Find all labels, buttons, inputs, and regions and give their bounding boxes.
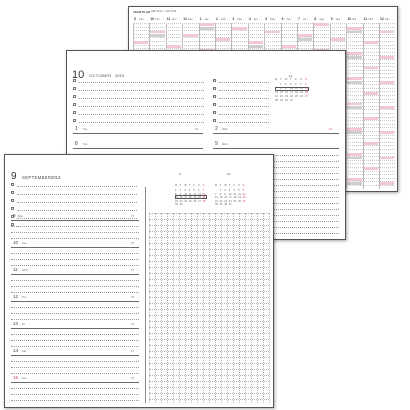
- date-cell: 26: [193, 199, 197, 203]
- day-rule: [11, 301, 139, 302]
- month-header: 9: [330, 17, 333, 21]
- task-checkbox[interactable]: [73, 95, 76, 98]
- month-name: May: [270, 17, 276, 21]
- date-cell: 15: [219, 196, 223, 200]
- date-cell: 4: [188, 189, 191, 192]
- date-cell: 26: [238, 199, 241, 203]
- week-number: 41: [195, 128, 198, 131]
- grid-row: [149, 309, 269, 310]
- month-header: 1: [199, 17, 202, 21]
- task-line: [219, 90, 269, 91]
- grid-row: [149, 399, 269, 400]
- weekday-label: W: [285, 78, 288, 81]
- note-line: [11, 280, 139, 281]
- date-cell: 12: [238, 192, 241, 196]
- task-checkbox[interactable]: [73, 119, 76, 122]
- weekday-label: S: [238, 184, 240, 187]
- grid-row: [149, 321, 269, 322]
- month-name: Sep: [335, 17, 341, 21]
- date-cell: 3: [228, 189, 231, 192]
- date-cell: 25: [295, 95, 298, 98]
- date-cell: 28: [215, 203, 218, 207]
- date-cell: 13: [198, 192, 201, 196]
- date-cell: 5: [238, 189, 240, 192]
- day-number: 10: [13, 240, 19, 245]
- week-number: 37: [131, 377, 134, 380]
- week-number: 37: [131, 215, 134, 218]
- grid-column: [269, 213, 270, 403]
- date-cell: 23: [285, 95, 288, 98]
- month-name: Oct: [155, 17, 160, 21]
- date-cell: 9: [179, 192, 182, 196]
- grid-row: [149, 363, 269, 364]
- day-number: 9: [215, 141, 218, 147]
- year-plan-range: SEP 2013 - JAN 2014: [151, 10, 177, 13]
- grid-row: [149, 393, 269, 394]
- date-cell: 9: [224, 192, 226, 196]
- date-cell: 8: [175, 192, 177, 196]
- month-header: 10: [347, 17, 351, 21]
- date-cell: 5: [300, 83, 302, 86]
- date-cell: 11: [295, 87, 298, 90]
- date-cell: 25: [188, 199, 192, 203]
- day-weekday: Sun: [22, 377, 27, 380]
- date-cell: 10: [290, 87, 293, 90]
- date-cell: 29: [280, 99, 283, 102]
- task-line: [17, 210, 137, 211]
- month-header: 12: [183, 17, 187, 21]
- day-number: 14: [13, 348, 19, 353]
- date-cell: 14: [215, 196, 218, 200]
- date-cell: 7: [202, 189, 205, 192]
- grid-row: [149, 381, 269, 382]
- day-number: 9: [13, 213, 16, 218]
- month-name: Jul: [303, 17, 307, 21]
- date-cell: 28: [275, 99, 278, 102]
- weekday-label: T: [280, 78, 282, 81]
- note-line: [11, 253, 139, 254]
- date-cell: 29: [219, 203, 223, 207]
- month-name: SEPTEMBER: [22, 175, 52, 180]
- grid-row: [149, 369, 269, 370]
- day-weekday: Mon: [18, 215, 24, 218]
- week-number: 37: [131, 323, 134, 326]
- day-number: 15: [13, 375, 19, 380]
- weekday-label: T: [179, 184, 182, 187]
- task-line: [79, 122, 204, 123]
- month-name: Aug: [319, 17, 325, 21]
- date-cell: 11: [233, 192, 237, 196]
- task-checkbox[interactable]: [11, 191, 14, 194]
- date-cell: 23: [224, 199, 228, 203]
- month-name: Dec: [188, 17, 193, 21]
- day-number: 13: [13, 321, 19, 326]
- month-number: 10: [72, 69, 85, 81]
- date-cell: 13: [242, 192, 246, 196]
- month-name: OCTOBER: [89, 73, 112, 78]
- date-cell: 7: [215, 192, 217, 196]
- grid-row: [149, 351, 269, 352]
- month-header: 11: [363, 17, 368, 21]
- date-cell: 21: [202, 196, 206, 200]
- date-cell: 5: [193, 189, 195, 192]
- date-cell: 16: [179, 196, 183, 200]
- date-cell: 16: [224, 196, 228, 200]
- task-line: [219, 114, 269, 115]
- month-name: Apr: [253, 17, 258, 21]
- month-name: Mar: [237, 17, 242, 21]
- day-weekday: Wed: [222, 128, 228, 131]
- year-plan-title: YEAR PLAN: [133, 10, 151, 14]
- month-header: 3: [232, 17, 235, 21]
- note-line: [11, 373, 139, 374]
- note-line: [11, 286, 139, 287]
- month-header: 12: [380, 17, 384, 21]
- week-number: 41: [329, 128, 332, 131]
- task-line: [219, 106, 269, 107]
- grid-row: [149, 357, 269, 358]
- task-checkbox[interactable]: [11, 183, 14, 186]
- grid-row: [149, 267, 269, 268]
- task-checkbox[interactable]: [213, 95, 216, 98]
- mini-cal-label-right: 10: [227, 172, 231, 176]
- day-rule: [11, 355, 139, 356]
- task-line: [17, 186, 137, 187]
- date-cell: 17: [290, 91, 293, 94]
- day-rule: [11, 247, 139, 248]
- date-cell: 6: [242, 189, 245, 192]
- date-cell: 4: [295, 83, 297, 86]
- month-header: 11: [166, 17, 171, 21]
- september-page: [4, 154, 274, 408]
- grid-row: [149, 297, 269, 298]
- grid-row: [149, 303, 269, 304]
- date-cell: 18: [233, 196, 237, 200]
- day-weekday: Tue: [83, 128, 88, 131]
- date-cell: 24: [228, 199, 232, 203]
- month-header: 8: [314, 17, 317, 21]
- date-cell: 14: [275, 91, 278, 94]
- grid-row: [149, 291, 269, 292]
- month-year: 2013: [115, 73, 124, 78]
- task-line: [17, 194, 137, 195]
- month-name: Nov: [171, 17, 177, 21]
- grid-row: [149, 345, 269, 346]
- date-cell: 13: [305, 87, 308, 90]
- task-checkbox[interactable]: [213, 119, 216, 122]
- day-weekday: Tue: [83, 143, 88, 146]
- current-week-highlight: [175, 192, 207, 199]
- date-cell: 31: [290, 99, 293, 102]
- grid-row: [149, 219, 269, 220]
- date-cell: 12: [300, 87, 303, 90]
- grid-row: [149, 375, 269, 376]
- month-name: Sep: [139, 17, 144, 21]
- date-cell: 25: [233, 199, 237, 203]
- month-year: 2013: [51, 175, 61, 180]
- week-number: 37: [131, 242, 134, 245]
- task-line: [219, 98, 269, 99]
- mini-cal-label-left: 9: [179, 172, 181, 176]
- note-line: [11, 394, 139, 395]
- weekday-label: M: [175, 184, 178, 187]
- mini-cal-label: 11: [289, 74, 293, 78]
- date-cell: 30: [224, 203, 228, 207]
- weekday-label: S: [198, 184, 200, 187]
- month-header: 6: [281, 17, 284, 21]
- weekday-label: T: [188, 184, 191, 187]
- date-cell: 2: [179, 189, 182, 192]
- day-number: 1: [75, 126, 78, 132]
- day-rule: [213, 133, 339, 134]
- day-rule: [11, 382, 139, 383]
- month-header: 5: [265, 17, 268, 21]
- date-cell: 24: [184, 199, 188, 203]
- note-line: [11, 367, 139, 368]
- grid-row: [149, 237, 269, 238]
- date-cell: 19: [238, 196, 241, 200]
- date-cell: 29: [175, 203, 178, 207]
- task-line: [17, 202, 137, 203]
- day-weekday: Fri: [22, 323, 26, 326]
- date-cell: 12: [193, 192, 197, 196]
- note-line: [11, 400, 139, 401]
- day-weekday: Thu: [22, 296, 27, 299]
- note-line: [11, 388, 139, 389]
- date-cell: 27: [305, 95, 308, 98]
- date-cell: 1: [175, 189, 177, 192]
- date-cell: 7: [275, 87, 277, 90]
- weekday-label: T: [219, 184, 222, 187]
- grid-row: [149, 255, 269, 256]
- note-line: [11, 232, 139, 233]
- day-weekday: Wed: [22, 269, 28, 272]
- day-number: 12: [13, 294, 19, 299]
- month-header: 4: [248, 17, 251, 21]
- weekday-label: F: [295, 78, 297, 81]
- column-divider: [145, 187, 146, 403]
- week-number: 37: [131, 269, 134, 272]
- date-cell: 8: [280, 87, 282, 90]
- month-name: Oct: [352, 17, 357, 21]
- day-number: 11: [13, 267, 18, 272]
- task-checkbox[interactable]: [73, 103, 76, 106]
- date-cell: 26: [300, 95, 303, 98]
- date-cell: 8: [219, 192, 222, 196]
- week-number: 37: [131, 350, 134, 353]
- note-line: [11, 319, 139, 320]
- week-number: 37: [131, 296, 134, 299]
- day-number: 2: [215, 126, 218, 132]
- date-cell: 18: [295, 91, 298, 94]
- date-cell: 6: [198, 189, 200, 192]
- date-cell: 20: [198, 196, 201, 200]
- day-rule: [73, 148, 203, 149]
- month-name: Dec: [385, 17, 390, 21]
- month-name: Jun: [286, 17, 291, 21]
- note-line: [11, 361, 139, 362]
- date-cell: 15: [280, 91, 283, 94]
- date-cell: 16: [285, 91, 288, 94]
- date-cell: 21: [275, 95, 278, 98]
- date-cell: 17: [228, 196, 232, 200]
- day-weekday: Tue: [22, 242, 27, 245]
- date-cell: 18: [188, 196, 192, 200]
- weekday-label: F: [233, 184, 235, 187]
- note-line: [11, 340, 139, 341]
- date-cell: 22: [175, 199, 178, 203]
- date-cell: 1: [219, 189, 222, 192]
- weekday-label: S: [300, 78, 302, 81]
- date-cell: 15: [175, 196, 178, 200]
- month-name: Nov: [368, 17, 374, 21]
- weekday-label: F: [193, 184, 195, 187]
- grid-row: [133, 34, 395, 35]
- month-name: Feb: [221, 17, 226, 21]
- month-header: 7: [298, 17, 300, 21]
- date-cell: 19: [193, 196, 197, 200]
- day-rule: [213, 148, 339, 149]
- note-line: [11, 265, 139, 266]
- month-header: 9: [134, 17, 136, 21]
- date-cell: 2: [224, 189, 226, 192]
- grid-row: [149, 285, 269, 286]
- note-line: [11, 292, 139, 293]
- day-weekday: Sat: [22, 350, 26, 353]
- day-rule: [11, 220, 139, 221]
- weekday-label: M: [215, 184, 218, 187]
- grid-row: [149, 279, 269, 280]
- weekday-label: T: [290, 78, 292, 81]
- note-line: [11, 346, 139, 347]
- task-line: [79, 98, 204, 99]
- date-cell: 31: [228, 203, 232, 207]
- task-line: [17, 215, 137, 219]
- task-checkbox[interactable]: [11, 207, 14, 210]
- date-cell: 21: [215, 199, 218, 203]
- task-checkbox[interactable]: [73, 87, 76, 90]
- grid-row: [149, 327, 269, 328]
- date-cell: 24: [290, 95, 293, 98]
- date-cell: 27: [242, 199, 246, 203]
- task-checkbox[interactable]: [73, 79, 76, 82]
- date-cell: 27: [198, 199, 201, 203]
- grid-row: [133, 23, 395, 24]
- date-cell: 22: [219, 199, 223, 203]
- date-cell: 9: [285, 87, 287, 90]
- date-cell: 20: [242, 196, 246, 200]
- date-cell: 3: [290, 83, 292, 86]
- task-checkbox[interactable]: [213, 87, 216, 90]
- task-line: [79, 114, 204, 115]
- date-cell: 19: [300, 91, 303, 94]
- task-checkbox[interactable]: [213, 111, 216, 114]
- date-cell: 4: [233, 189, 235, 192]
- date-cell: 3: [184, 189, 186, 192]
- task-line: [219, 82, 269, 83]
- weekday-label: W: [224, 184, 227, 187]
- note-line: [11, 226, 139, 227]
- task-line: [79, 90, 204, 91]
- grid-row: [149, 249, 269, 250]
- date-cell: 17: [184, 196, 188, 200]
- day-rule: [11, 274, 139, 275]
- current-week-highlight: [275, 87, 309, 91]
- task-checkbox[interactable]: [213, 103, 216, 106]
- date-cell: 30: [179, 203, 183, 207]
- weekday-label: S: [305, 78, 307, 81]
- note-line: [11, 313, 139, 314]
- date-cell: 10: [184, 192, 188, 196]
- date-cell: 1: [280, 83, 282, 86]
- grid-row: [149, 273, 269, 274]
- grid-row: [133, 37, 395, 38]
- date-cell: 10: [228, 192, 232, 196]
- note-line: [11, 307, 139, 308]
- grid-row: [149, 213, 269, 214]
- date-cell: 11: [188, 192, 192, 196]
- grid-row: [149, 339, 269, 340]
- date-cell: 2: [285, 83, 287, 86]
- grid-row: [149, 333, 269, 334]
- month-number: 9: [11, 171, 17, 182]
- task-checkbox[interactable]: [213, 79, 216, 82]
- day-weekday: Wed: [222, 143, 228, 146]
- weekday-label: W: [184, 184, 187, 187]
- date-cell: 22: [280, 95, 283, 98]
- month-name: Jan: [204, 17, 209, 21]
- month-header: 2: [216, 17, 218, 21]
- note-line: [11, 238, 139, 239]
- grid-row: [149, 261, 269, 262]
- month-header: 10: [150, 17, 155, 21]
- date-cell: 20: [305, 91, 308, 94]
- grid-row: [149, 225, 269, 226]
- task-checkbox[interactable]: [73, 111, 76, 114]
- day-rule: [11, 328, 139, 329]
- date-cell: 28: [202, 199, 206, 203]
- weekday-label: T: [228, 184, 231, 187]
- date-cell: 23: [179, 199, 183, 203]
- date-cell: 30: [285, 99, 288, 102]
- task-line: [79, 82, 204, 83]
- date-cell: 6: [305, 83, 307, 86]
- weekday-label: M: [275, 78, 278, 81]
- grid-row: [149, 231, 269, 232]
- day-rule: [73, 133, 203, 134]
- grid-row: [149, 243, 269, 244]
- task-line: [79, 106, 204, 107]
- day-number: 8: [75, 141, 78, 147]
- grid-row: [149, 315, 269, 316]
- task-line: [219, 122, 269, 123]
- grid-row: [149, 387, 269, 388]
- weekday-label: S: [242, 184, 245, 187]
- weekday-label: S: [202, 184, 205, 187]
- task-checkbox[interactable]: [11, 199, 14, 202]
- date-cell: 14: [202, 192, 206, 196]
- note-line: [11, 259, 139, 260]
- grid-row: [133, 41, 395, 42]
- note-line: [11, 334, 139, 335]
